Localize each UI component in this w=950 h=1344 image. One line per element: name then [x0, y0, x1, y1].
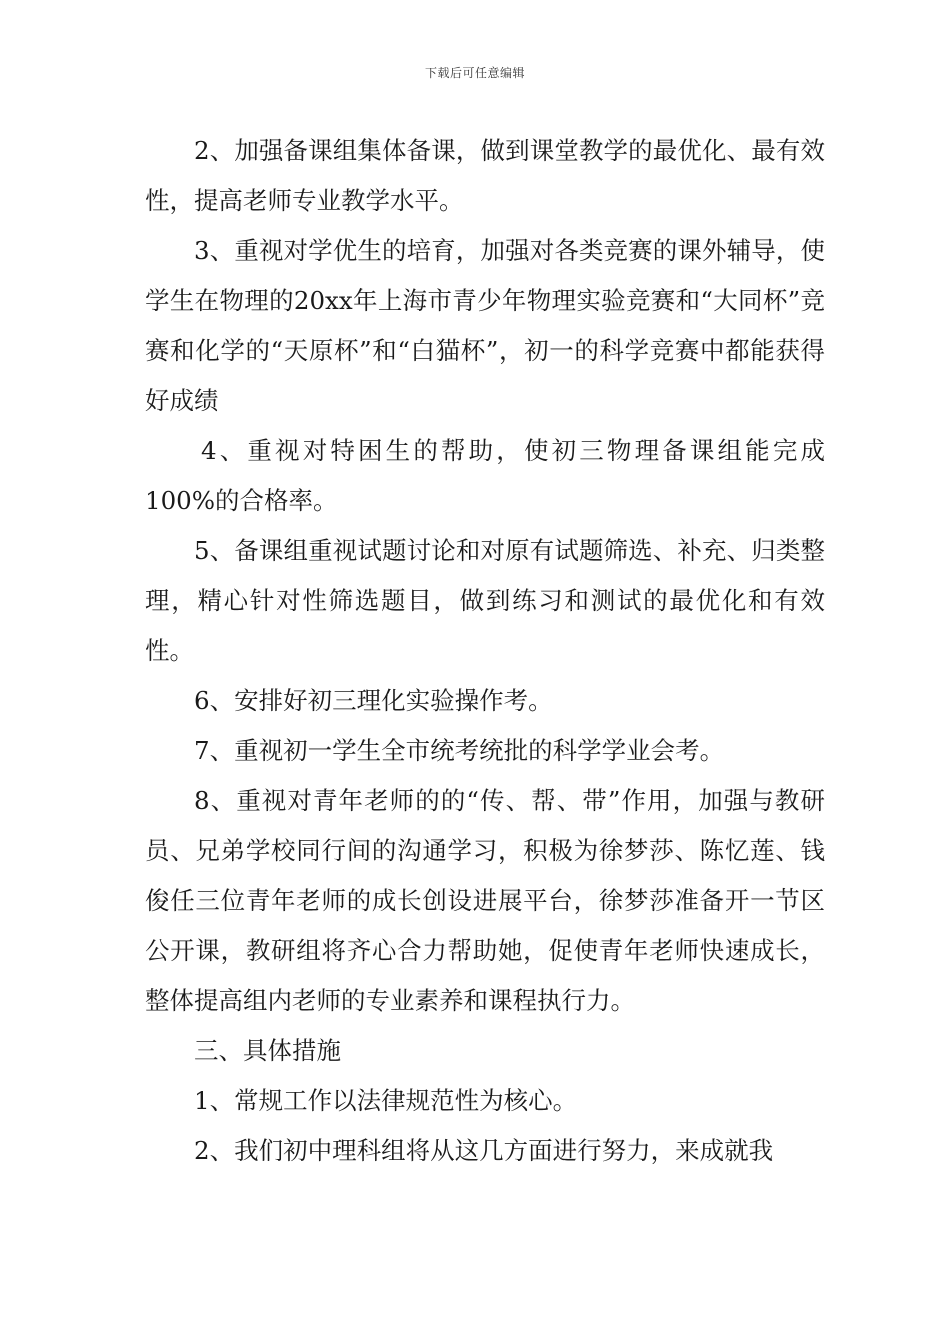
paragraph-measure-1: 1、常规工作以法律规范性为核心。: [194, 1086, 578, 1115]
paragraph-item-4: 4、重视对特困生的帮助，使初三物理备课组能完成100%的合格率。: [145, 436, 825, 515]
document-body: [145, 126, 825, 1176]
section-heading-measures: 三、具体措施: [194, 1036, 341, 1065]
paragraph-item-6: 6、安排好初三理化实验操作考。: [194, 686, 553, 715]
paragraph-item-5: 5、备课组重视试题讨论和对原有试题筛选、补充、归类整理，精心针对性筛选题目，做到练习和测试的最优化和有效性。: [145, 536, 825, 665]
paragraph-item-2: 2、加强备课组集体备课，做到课堂教学的最优化、最有效性，提高老师专业教学水平。: [145, 136, 825, 215]
paragraph-item-8: 8、重视对青年老师的的“传、帮、带”作用，加强与教研员、兄弟学校同行间的沟通学习，积极为徐梦莎、陈忆莲、钱俊任三位青年老师的成长创设进展平台，徐梦莎准备开一节区公开课，教研组将齐心合力帮助她，促使青年老师快速成长，整体提高组内老师的专业素养和课程执行力。: [145, 786, 825, 1015]
page-header: 下载后可任意编辑: [424, 66, 525, 80]
paragraph-measure-2: 2、我们初中理科组将从这几方面进行努力，来成就我: [194, 1136, 774, 1165]
paragraph-item-7: 7、重视初一学生全市统考统批的科学学业会考。: [194, 736, 725, 765]
paragraph-item-3: 3、重视对学优生的培育，加强对各类竞赛的课外辅导，使学生在物理的20xx年上海市青少年物理实验竞赛和“大同杯”竞赛和化学的“天原杯”和“白猫杯”，初一的科学竞赛中都能获得好成绩: [145, 236, 825, 415]
